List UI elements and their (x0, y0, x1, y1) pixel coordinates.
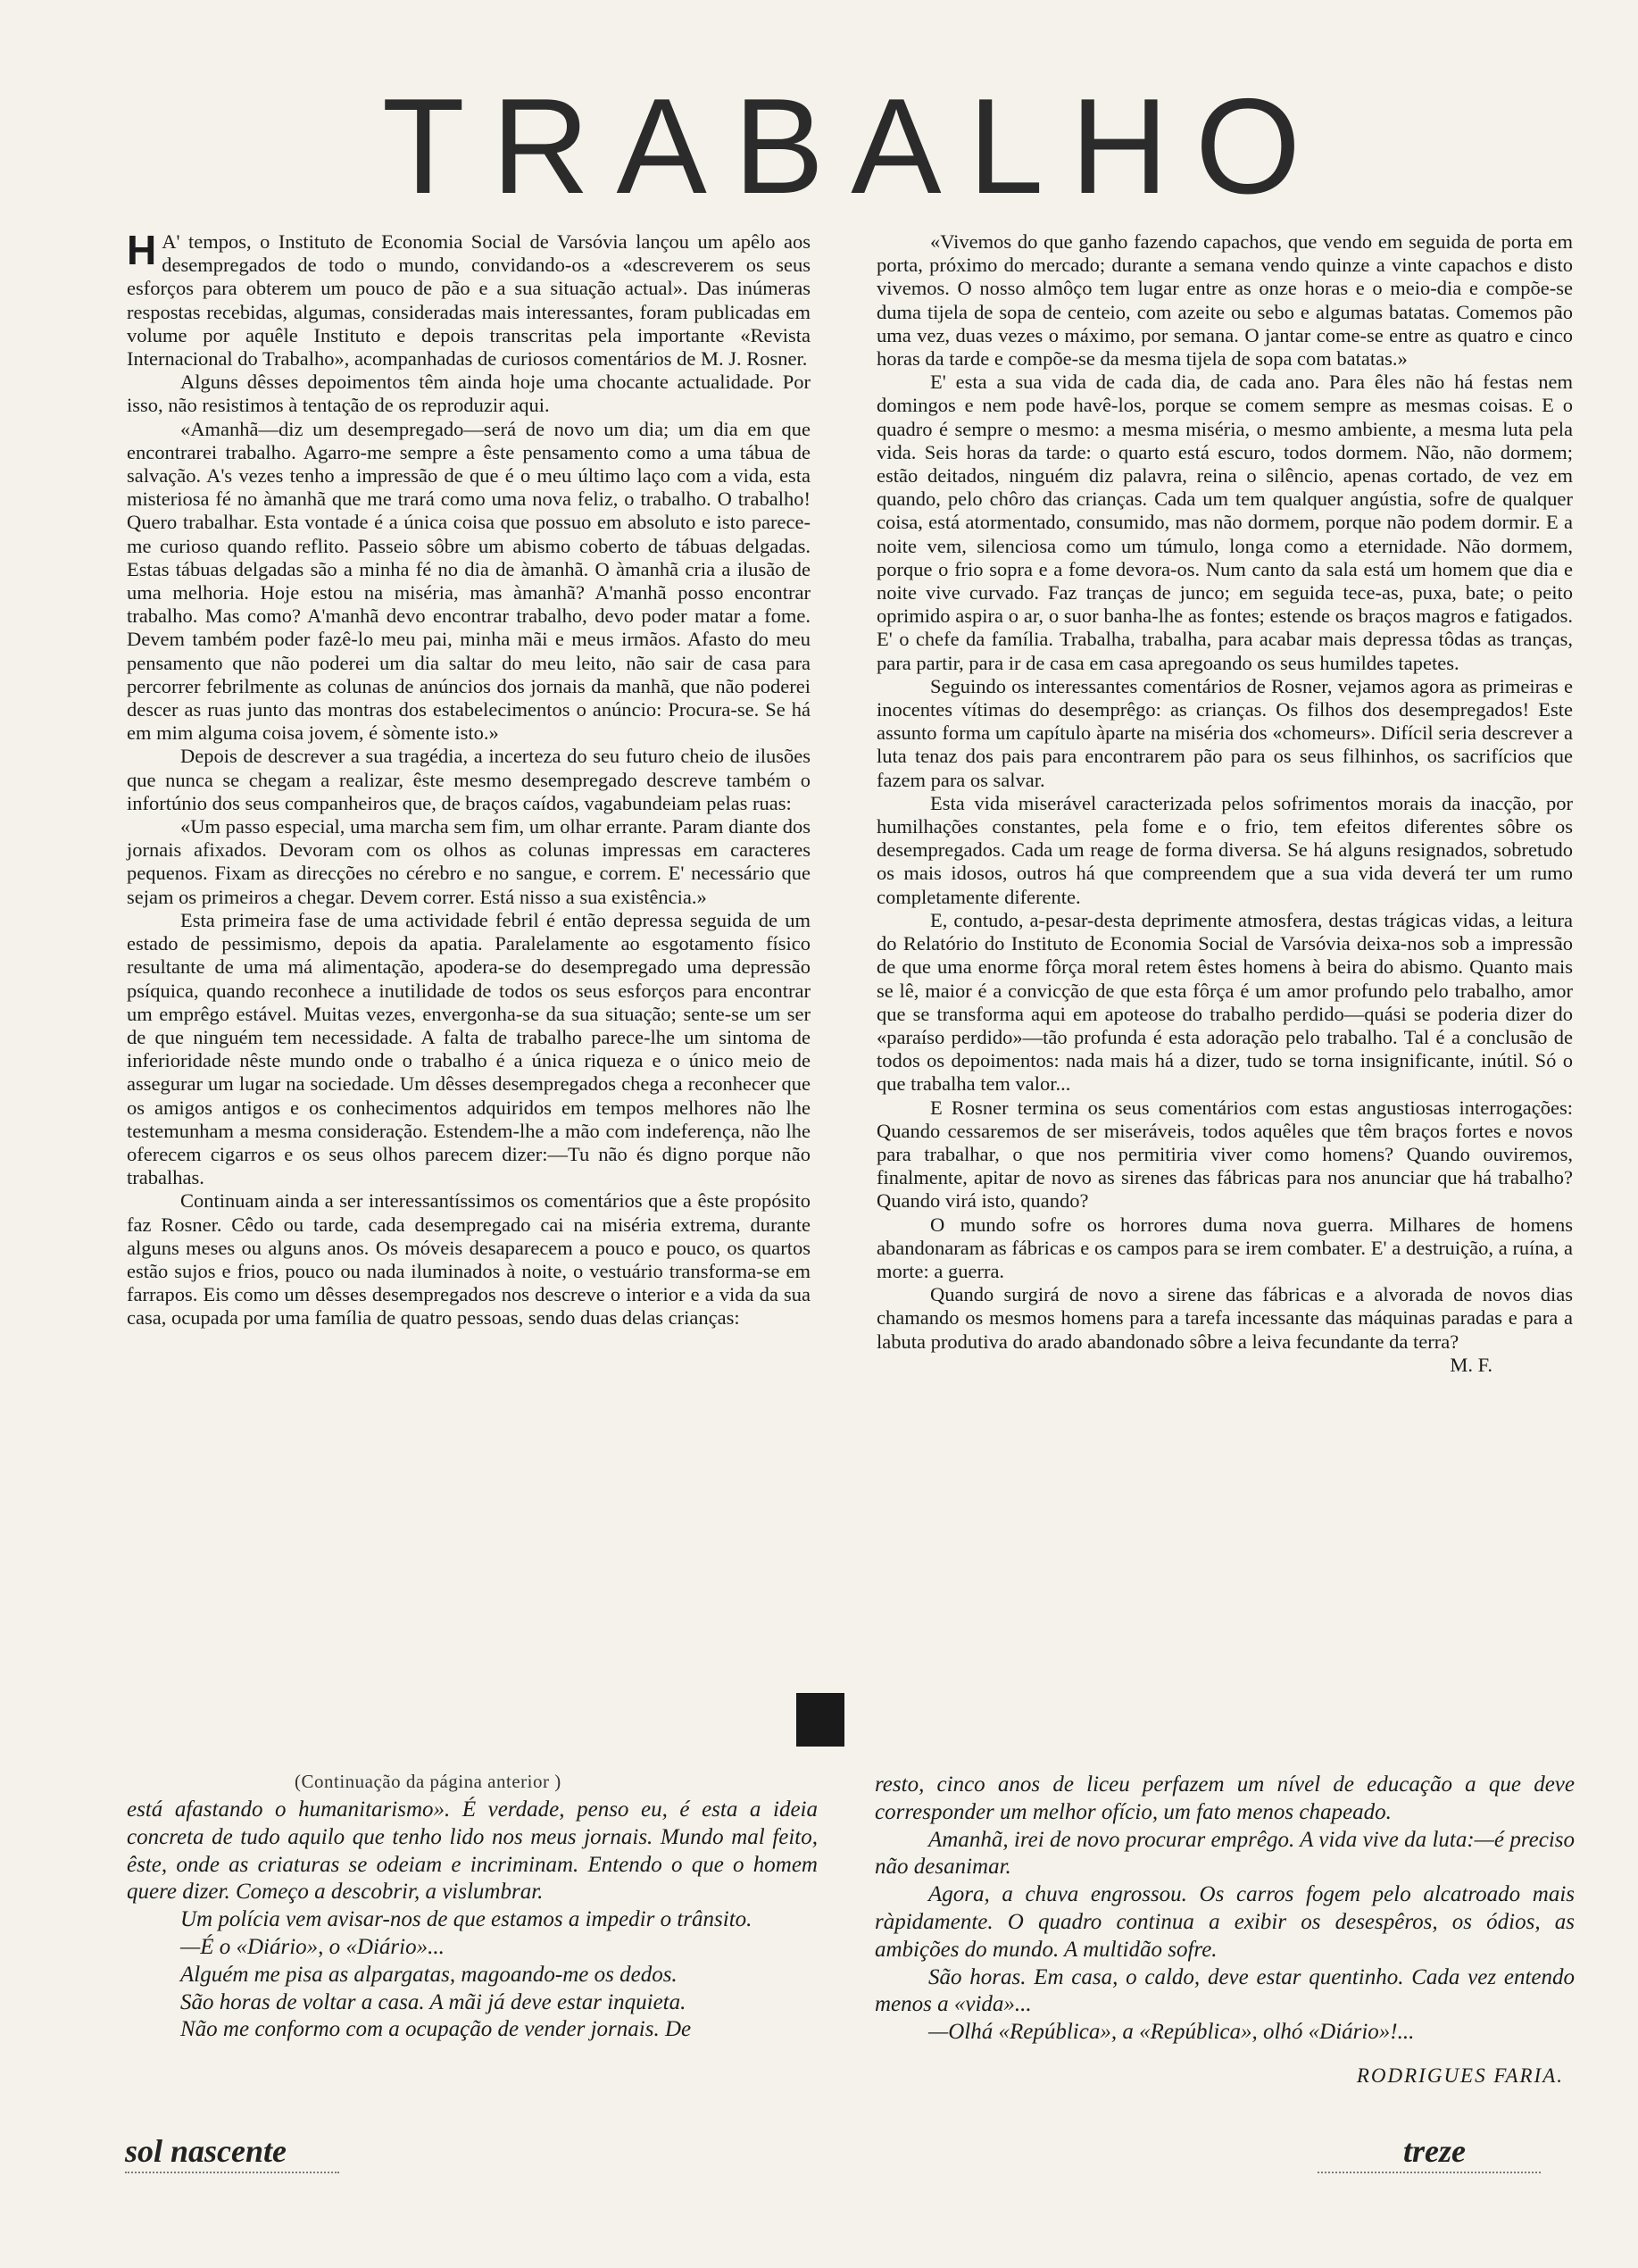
footer-rule-right (1318, 2172, 1541, 2177)
continuation-paragraph: Não me conformo com a ocupação de vender jornais. De (180, 2017, 692, 2042)
article-paragraph: Esta primeira fase de uma actividade febril é então depressa seguida de um estado de pessimismo, depois da apatia. Paralelamente ao esgotamento físico resultante de uma má alimentação, apodera-se do desempregado uma depressão psíquica, quando reconhece a inutilidade de todos os seus esforços para encontrar um emprêgo estável. Muitas vezes, envergonha-se da sua situação; sente-se um ser de que ninguém tem necessidade. A falta de trabalho parece-lhe um sintoma de inferioridade nêste mundo onde o trabalho é a única riqueza e o único meio de assegurar um lugar na sociedade. Um dêsses desempregados chega a reconhecer que os amigos antigos e os conhecimentos adquiridos em tempos melhores não lhe testemunham a mesma consideração. Estendem-lhe a mão com indeferença, não lhe oferecem cigarros e os seus olhos parecem dizer:—Tu não és digno porque não trabalhas. (127, 908, 811, 1189)
continuation-left-column (127, 1797, 818, 2044)
continuation-right-column (875, 1772, 1575, 2090)
continuation-paragraph: Amanhã, irei de novo procurar emprêgo. A vida vive da luta:—é preciso não desanimar. (875, 1827, 1575, 1880)
article-paragraph: O mundo sofre os horrores duma nova guerra. Milhares de homens abandonaram as fábricas e os campos para se irem combater. E' a destruição, a ruína, a morte: a guerra. (877, 1213, 1573, 1282)
article-left-column (127, 227, 811, 1330)
article-paragraph: Continuam ainda a ser interessantíssimos os comentários que a êste propósito faz Rosner. Cêdo ou tarde, cada desempregado cai na miséria extrema, durante alguns meses ou alguns anos. Os móveis desaparecem a pouco e pouco, os quartos estão sujos e frios, pouco ou nada iluminados à noite, o vestuário transforma-se em farrapos. Eis como um dêsses desempregados nos descreve o interior e a vida da sua casa, ocupada por uma família de quatro pessoas, sendo duas delas crianças: (127, 1189, 811, 1330)
continuation-paragraph: São horas de voltar a casa. A mãi já deve estar inquieta. (180, 1989, 686, 2014)
article-paragraph: «Um passo especial, uma marcha sem fim, um olhar errante. Param diante dos jornais afixados. Devoram com os olhos as colunas impressas em caracteres pequenos. Fixam as direcções no cérebro e no sangue, e correm. E' necessário que sejam os primeiros a chegar. Devem correr. Está nisso a sua existência.» (127, 815, 811, 908)
continuation-paragraph: Alguém me pisa as alpargatas, magoando-me os dedos. (180, 1962, 678, 1987)
dropcap-letter: H (127, 227, 157, 273)
article-paragraph: «Vivemos do que ganho fazendo capachos, que vendo em seguida de porta em porta, próximo do mercado; durante a semana vendo quinze a vinte capachos e disto vivemos. O nosso almôço tem lugar entre as onze horas e o meio-dia e compõe-se duma tijela de sopa de centeio, com azeite ou sebo e algumas batatas. Comemos pão uma vez, duas vezes o máximo, por semana. O jantar come-se entre as quatro e cinco horas da tarde e compõe-se da mesma tijela de sopa com batatas.» (877, 230, 1573, 371)
continuation-paragraph: São horas. Em casa, o caldo, deve estar quentinho. Cada vez entendo menos a «vida»... (875, 1964, 1575, 2017)
article-paragraph: «Amanhã—diz um desempregado—será de novo um dia; um dia em que encontrarei trabalho. Agarro-me sempre a êste pensamento como a uma tábua de salvação. A's vezes tenho a impressão de que é o meu último laço com a vida, esta misteriosa fé no àmanhã que me trará como uma nova feliz, o trabalho. O trabalho! Quero trabalhar. Esta vontade é a única coisa que possuo em absoluto e isto parece-me curioso quando reflito. Passeio sôbre um abismo coberto de tábuas delgadas. Estas tábuas delgadas são a minha fé no dia de àmanhã. O àmanhã cria a ilusão de uma melhoria. Hoje estou na miséria, mas àmanhã? A'manhã posso encontrar trabalho. Mas como? A'manhã devo encontrar trabalho, devo poder matar a fome. Devem também poder fazê-lo meu pai, minha mãi e meus irmãos. Afasto do meu pensamento que não poderei um dia saltar do meu leito, não sair de casa para percorrer febrilmente as colunas de anúncios dos jornais da manhã, que não poderei descer as ruas junto das montras dos estabelecimentos o anúncio: Procura-se. Se há em mim alguma coisa jovem, é sòmente isto.» (127, 417, 811, 745)
section-divider-block (796, 1693, 844, 1747)
article-paragraph: E, contudo, a-pesar-desta deprimente atmosfera, destas trágicas vidas, a leitura do Relatório do Instituto de Economia Social de Varsóvia deixa-nos sob a impressão de que uma enorme fôrça moral retem êstes homens à beira do abismo. Quanto mais se lê, maior é a convicção de que esta fôrça é um amor profundo pelo trabalho, amor que se transforma aqui em apoteose do trabalho perdido—quási se poderia dizer do «paraíso perdido»—tão profunda é esta adoração pelo trabalho. Tal é a conclusão de todos os depoimentos: nada mais há a dizer, tudo se torna insignificante, inútil. Só o que trabalha tem valor... (877, 908, 1573, 1096)
article-paragraph: Quando surgirá de novo a sirene das fábricas e a alvorada de novos dias chamando os mesmos homens para a tarefa incessante das máquinas paradas e para a labuta produtiva do arado abandonado sôbre a leiva fecundante da terra? (877, 1283, 1573, 1353)
continuation-paragraph: Agora, a chuva engrossou. Os carros fogem pelo alcatroado mais ràpidamente. O quadro continua a exibir os desespêros, os ódios, as ambições do mundo. A multidão sofre. (875, 1882, 1575, 1962)
continuation-paragraph: —É o «Diário», o «Diário»... (180, 1934, 445, 1959)
continuation-paragraph: —Olhá «República», a «República», olhó «Diário»!... (928, 2020, 1415, 2045)
article-paragraph: Esta vida miserável caracterizada pelos sofrimentos morais da inacção, por humilhações constantes, pela fome e o frio, tem efeitos diferentes sôbre os desempregados. Cada um reage de forma diversa. Se há alguns resignados, sobretudo os mais idosos, outros há que compreendem que a sua vida deverá ter um rumo completamente diferente. (877, 791, 1573, 908)
article-signoff: M. F. (1450, 1353, 1492, 1376)
continuation-author: RODRIGUES FARIA. (1356, 2064, 1564, 2087)
continuation-paragraph: resto, cinco anos de liceu perfazem um nível de educação a que deve corresponder um melhor ofício, um fato menos chapeado. (875, 1772, 1575, 1824)
footer-rule-left (125, 2172, 339, 2177)
article-paragraph: Seguindo os interessantes comentários de Rosner, vejamos agora as primeiras e inocentes vítimas do desemprêgo: as crianças. Os filhos dos desempregados! Este assunto forma um capítulo àparte na miséria dos «chomeurs». Difícil seria descrever a luta tenaz dos pais para encontrarem pão para os seus filhinhos, os sacrifícios que fazem para os salvar. (877, 674, 1573, 791)
article-right-column (877, 230, 1573, 1377)
article-paragraph: Alguns dêsses depoimentos têm ainda hoje uma chocante actualidade. Por isso, não resistimos à tentação de os reproduzir aqui. (127, 371, 811, 417)
page-number: treze (1403, 2133, 1466, 2169)
article-paragraph: Depois de descrever a sua tragédia, a incerteza do seu futuro cheio de ilusões que nunca se chegam a realizar, êste mesmo desempregado descreve também o infortúnio dos seus companheiros que, de braços caídos, vagabundeiam pelas ruas: (127, 745, 811, 814)
article-paragraph: E' esta a sua vida de cada dia, de cada ano. Para êles não há festas nem domingos e nem pode havê-los, porque se comem sempre as mesmas coisas. E o quadro é sempre o mesmo: a mesma miséria, o mesmo ambiente, a mesma luta pela vida. Seis horas da tarde: o quarto está escuro, todos dormem. Não, não dormem; estão deitados, ninguém diz palavra, reina o silêncio, apenas cortado, de vez em quando, pelo chôro das crianças. Cada um tem qualquer angústia, sofre de qualquer coisa, está atormentado, consumido, mas não dormem, porque não podem dormir. E a noite vem, silenciosa como um túmulo, longa como a eternidade. Não dormem, porque o frio sopra e a fome devora-os. Num canto da sala está um homem que dia e noite vive curvado. Faz tranças de junco; em seguida tece-as, puxa, bate; o peito oprimido aspira o ar, o suor banha-lhe as fontes; estende os braços magros e fatigados. E' o chefe da família. Trabalha, trabalha, para acabar mais depressa tôdas as tranças, para partir, para ir de casa em casa apregoando os seus humildes tapetes. (877, 371, 1573, 674)
article-title: TRABALHO (381, 71, 1328, 222)
magazine-name: sol nascente (125, 2133, 287, 2169)
article-paragraph: E Rosner termina os seus comentários com estas angustiosas interrogações: Quando cessaremos de ser miseráveis, todos aquêles que têm braços fortes e novos para trabalhar, o que nos permitiria viver como homens? Quando ouviremos, finalmente, apitar de novo as sirenes das fábricas para nos anunciar que há trabalho? Quando virá isto, quando? (877, 1096, 1573, 1213)
article-paragraph: H A' tempos, o Instituto de Economia Social de Varsóvia lançou um apêlo aos desempregados de todo o mundo, convidando-os a «descreverem os seus esforços para obterem um pouco de pão e a sua situação actual». Das inúmeras respostas recebidas, algumas, consideradas mais interessantes, foram publicadas em volume por aquêle Instituto e depois transcritas pela importante «Revista Internacional do Trabalho», acompanhadas de curiosos comentários de M. J. Rosner. (127, 227, 811, 371)
continuation-paragraph: Um polícia vem avisar-nos de que estamos a impedir o trânsito. (180, 1907, 752, 1932)
continuation-paragraph: está afastando o humanitarismo». É verdade, penso eu, é esta a ideia concreta de tudo aquilo que tenho lido nos meus jornais. Mundo mal feito, êste, onde as criaturas se odeiam e incriminam. Entendo o que o homem quere dizer. Começo a descobrir, a vislumbrar. (127, 1797, 818, 1905)
continuation-note: (Continuação da página anterior ) (295, 1771, 561, 1792)
